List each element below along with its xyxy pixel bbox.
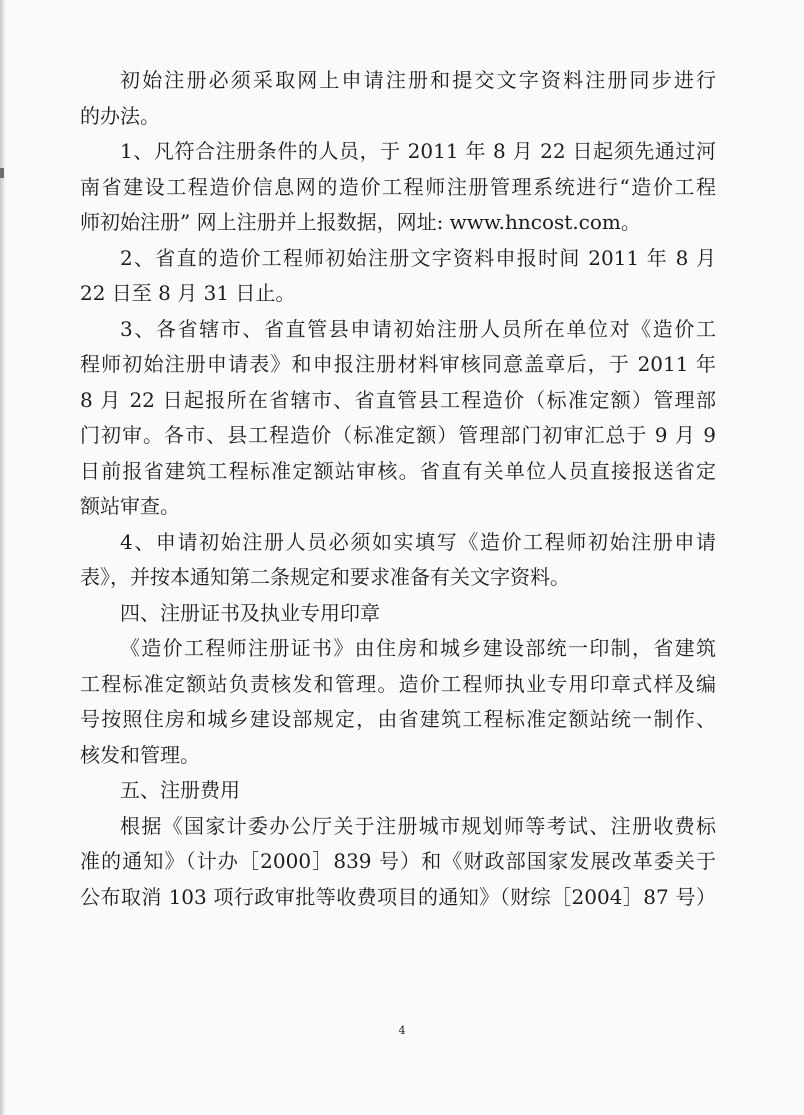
- section-heading-fees: 五、注册费用: [120, 778, 240, 802]
- item-3-line-4: 门初审。各市、县工程造价（标准定额）管理部门初审汇总于 9 月 9: [80, 423, 716, 447]
- item-3-line-6: 额站审查。: [80, 494, 180, 518]
- item-3-line-2: 程师初始注册申请表》和申报注册材料审核同意盖章后，于 2011 年: [80, 352, 716, 376]
- item-3-line-5: 日前报省建筑工程标准定额站审核。省直有关单位人员直接报送省定: [80, 458, 716, 483]
- item-1-line-3: 师初始注册” 网上注册并上报数据，网址: www.hncost.com。: [80, 210, 641, 234]
- paragraph-line-1: 初始注册必须采取网上申请注册和提交文字资料注册同步进行: [120, 68, 716, 92]
- page-number: 4: [398, 1024, 406, 1037]
- item-3-line-1: 3、各省辖市、省直管县申请初始注册人员所在单位对《造价工: [120, 316, 716, 341]
- item-1-line-2: 南省建设工程造价信息网的造价工程师注册管理系统进行“造价工程: [80, 174, 716, 199]
- fees-line-2: 准的通知》（计办［2000］839 号）和《财政部国家发展改革委关于: [80, 849, 716, 873]
- fees-line-1: 根据《国家计委办公厅关于注册城市规划师等考试、注册收费标: [120, 813, 716, 838]
- certificate-line-3: 号按照住房和城乡建设部规定，由省建筑工程标准定额站统一制作、: [80, 707, 716, 731]
- item-4-line-1: 4、申请初始注册人员必须如实填写《造价工程师初始注册申请: [120, 529, 716, 554]
- certificate-line-1: 《造价工程师注册证书》由住房和城乡建设部统一印制，省建筑: [120, 636, 716, 660]
- scan-edge-mark: [0, 168, 4, 178]
- item-2-line-1: 2、省直的造价工程师初始注册文字资料申报时间 2011 年 8 月: [120, 245, 716, 270]
- item-1-line-1: 1、凡符合注册条件的人员，于 2011 年 8 月 22 日起须先通过河: [120, 139, 716, 163]
- item-4-line-2: 表》，并按本通知第二条规定和要求准备有关文字资料。: [80, 565, 570, 589]
- certificate-line-2: 工程标准定额站负责核发和管理。造价工程师执业专用印章式样及编: [80, 671, 716, 696]
- certificate-line-4: 核发和管理。: [80, 742, 200, 767]
- fees-line-3: 公布取消 103 项行政审批等收费项目的通知》（财综［2004］87 号）: [80, 884, 716, 909]
- item-3-line-3: 8 月 22 日起报所在省辖市、省直管县工程造价（标准定额）管理部: [80, 387, 716, 412]
- item-2-line-2: 22 日至 8 月 31 日止。: [80, 281, 296, 305]
- paragraph-line-2: 的办法。: [80, 103, 160, 128]
- section-heading-certificate: 四、注册证书及执业专用印章: [120, 600, 380, 625]
- document-body: [80, 68, 716, 920]
